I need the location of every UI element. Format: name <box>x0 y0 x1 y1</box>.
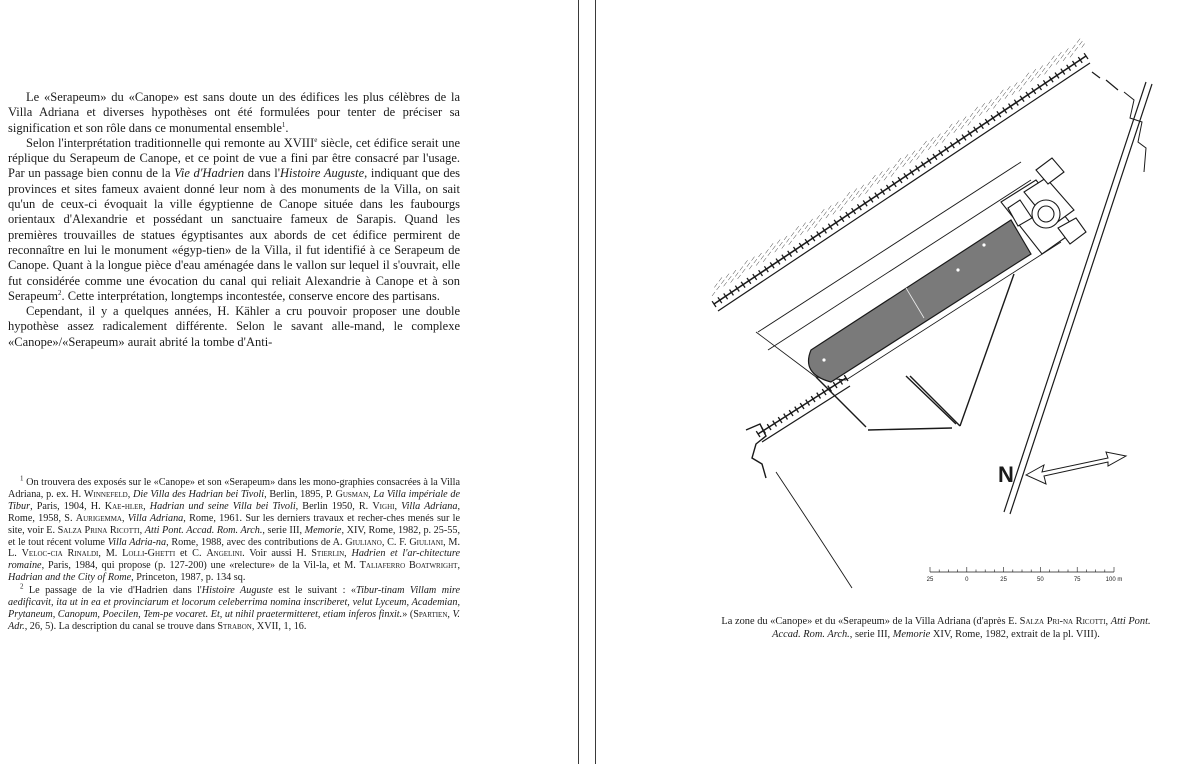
hatch-mark <box>1014 83 1017 87</box>
hatch-mark <box>772 246 775 250</box>
hatch-mark <box>1063 57 1066 61</box>
north-arrow <box>998 452 1126 487</box>
text-run: , C. F. <box>381 536 410 548</box>
book-gutter <box>578 0 596 764</box>
hatch-mark <box>889 170 892 174</box>
hatch-mark <box>1047 62 1050 66</box>
hatch-mark <box>970 113 973 117</box>
hatch-mark <box>805 225 808 229</box>
figure-caption <box>706 616 1166 641</box>
hatch-mark <box>1075 47 1078 51</box>
hatch-mark <box>742 269 745 273</box>
hatch-mark <box>842 198 845 202</box>
hatch-mark <box>919 147 922 151</box>
hatch-mark <box>861 185 864 189</box>
hatch-mark <box>819 218 822 222</box>
hatch-mark <box>879 171 882 175</box>
hatch-mark <box>831 208 834 212</box>
text-run: Le passage de la vie d'Hadrien dans l' <box>23 585 202 597</box>
lower-colonnade-ticks <box>756 375 848 437</box>
hatch-mark <box>900 160 903 164</box>
text-run: , <box>344 548 352 560</box>
hatch-mark <box>863 187 866 191</box>
hatch-mark <box>993 104 996 108</box>
hatch-mark <box>996 96 999 100</box>
text-run: , Princeton, 1987, p. 134 sq. <box>131 572 246 584</box>
hatch-mark <box>782 245 785 249</box>
paragraph-1 <box>8 90 460 136</box>
hatch-mark <box>731 279 734 283</box>
hatch-mark <box>1040 65 1043 69</box>
hatch-mark <box>800 231 803 235</box>
text-run: , Paris, 1904, H. <box>30 500 105 512</box>
access-road <box>1004 72 1152 514</box>
text-run: est le suivant : « <box>272 585 356 597</box>
hatch-mark <box>982 103 985 107</box>
hatch-mark <box>856 191 859 195</box>
text-run: Hadrien et l'ar-chitecture romaine <box>8 548 460 572</box>
hatch-mark <box>840 207 843 211</box>
hatch-mark <box>833 210 836 214</box>
hatch-mark <box>933 140 936 144</box>
hatch-mark <box>858 193 861 197</box>
site-plan <box>606 32 1166 592</box>
hatch-mark <box>940 136 943 140</box>
hatch-mark <box>991 102 994 106</box>
hatch-mark <box>821 209 824 213</box>
note-reference: 1 <box>281 120 286 129</box>
hatch-mark <box>875 178 878 182</box>
hatch-mark <box>1042 68 1045 72</box>
hatch-mark <box>747 263 750 267</box>
text-run: Taliaferro Boatwright <box>359 560 458 572</box>
hatch-mark <box>765 249 768 253</box>
hatch-mark <box>810 219 813 223</box>
hatch-mark <box>956 120 959 124</box>
hatch-mark <box>989 100 992 104</box>
hatch-mark <box>979 112 982 116</box>
hatch-mark <box>963 117 966 121</box>
scale-label: 100 m <box>1105 577 1123 583</box>
hatch-mark <box>724 282 727 286</box>
hatch-mark <box>951 126 954 130</box>
hatch-mark <box>798 229 801 233</box>
hatch-mark <box>1065 48 1068 52</box>
text-run: Histoire Auguste <box>279 166 365 181</box>
text-run: Angelini <box>206 548 243 560</box>
text-run: Strabon <box>217 620 252 632</box>
hatch-mark <box>1049 64 1052 68</box>
right-page <box>596 0 1180 764</box>
hatch-mark <box>984 106 987 110</box>
hatch-mark <box>759 253 762 257</box>
note-reference: 2 <box>20 582 24 591</box>
text-run: , <box>1105 616 1111 627</box>
hatch-mark <box>965 119 968 123</box>
note-reference: 1 <box>20 474 24 483</box>
hatch-mark <box>972 115 975 119</box>
note-reference: 2 <box>57 288 62 297</box>
hatch-mark <box>854 188 857 192</box>
text-run: , 26, 5). La description du canal se trouve dans <box>24 620 218 632</box>
text-run: dans l' <box>244 166 280 181</box>
text-run: Memorie <box>892 628 931 640</box>
scale-label: 75 <box>1073 577 1081 583</box>
hatch-mark <box>835 202 838 206</box>
hatch-mark <box>745 260 748 264</box>
text-run: Salza Prina Ricotti <box>57 524 140 536</box>
hatch-mark <box>733 270 736 274</box>
text-run: Lolli-Ghetti <box>122 548 176 560</box>
hatch-mark <box>958 123 961 127</box>
text-run: Atti Pont. Accad. Rom. Arch. <box>144 524 263 536</box>
text-run: , XVII, 1, 16. <box>251 620 307 632</box>
hatch-mark <box>947 132 950 136</box>
text-run: Stierlin <box>311 548 345 560</box>
hatch-mark <box>1019 87 1022 91</box>
hatch-mark <box>1056 61 1059 65</box>
footnotes <box>8 474 461 634</box>
hatch-mark <box>712 292 715 296</box>
hatch-mark <box>1003 92 1006 96</box>
text-run: , <box>457 560 460 572</box>
text-run: , Berlin 1950, R. <box>295 500 373 512</box>
text-run: . Voir aussi H. <box>242 548 312 560</box>
hatch-mark <box>1077 39 1080 43</box>
hatch-mark <box>928 146 931 150</box>
hatch-mark <box>852 197 855 201</box>
text-run: Le «Serapeum» du «Canope» est sans doute un des édifices les plus célèbres de la Villa Adriana et diverses hypothèses ont été formulées pour tenter de préciser sa signification et son rôle dans ce monumental ensemble <box>8 90 460 135</box>
hatch-mark <box>931 137 934 141</box>
main-text <box>8 90 460 350</box>
hatch-mark <box>803 223 806 227</box>
hatch-mark <box>868 181 871 185</box>
hatch-mark <box>770 243 773 247</box>
scale-label: 25 <box>926 577 934 583</box>
text-run: , serie III, <box>262 524 305 536</box>
hatch-mark <box>779 242 782 246</box>
text-run: Cependant, il y a quelques années, H. Kähler a cru pouvoir proposer une double hypothèse assez radicalement différente. Selon le savant alle-mand, le complexe «Canope»/«Serapeum» aurait abrité la tombe d'Anti- <box>8 304 460 349</box>
hatch-mark <box>768 252 771 256</box>
hatch-mark <box>905 154 908 158</box>
text-run: Villa Adriana <box>401 500 458 512</box>
hatch-mark <box>910 159 913 163</box>
text-run: Gusman <box>335 488 369 500</box>
hatch-mark <box>1070 53 1073 57</box>
text-run: , <box>368 488 374 500</box>
text-run: Hadrian und seine Villa bei Tivoli <box>149 500 296 512</box>
hatch-mark <box>749 265 752 269</box>
hatch-mark <box>907 157 910 161</box>
hatch-mark <box>949 124 952 128</box>
hatch-mark <box>1033 69 1036 73</box>
hatch-mark <box>1005 95 1008 99</box>
scale-label: 25 <box>1000 577 1007 583</box>
hatch-mark <box>1031 78 1034 82</box>
text-run: , Rome, 1961. Sur les derniers travaux et recher-ches menés sur le site, voir E. <box>8 512 460 536</box>
text-run: Villa Adria-na <box>107 536 167 548</box>
text-run: Aurigemma <box>75 512 122 524</box>
hatch-mark <box>717 286 720 290</box>
hatch-mark <box>784 236 787 240</box>
hatch-mark <box>938 134 941 138</box>
hatch-mark <box>945 130 948 134</box>
hatch-mark <box>1061 55 1064 59</box>
hatch-mark <box>807 227 810 231</box>
hatch-mark <box>1072 45 1075 49</box>
column-mark <box>756 431 760 437</box>
hatch-mark <box>1054 58 1057 62</box>
text-run: , M. <box>98 548 123 560</box>
hatch-mark <box>761 255 764 259</box>
hatch-mark <box>789 241 792 245</box>
hatch-mark <box>1051 56 1054 60</box>
hatch-mark <box>752 257 755 261</box>
hatch-mark <box>926 143 929 147</box>
hatch-mark <box>793 235 796 239</box>
hatch-mark <box>1024 81 1027 85</box>
text-run: et C. <box>175 548 207 560</box>
hatch-mark <box>845 201 848 205</box>
hatch-mark <box>882 174 885 178</box>
hatch-mark <box>828 206 831 210</box>
hatch-mark <box>921 150 924 154</box>
hatch-mark <box>998 98 1001 102</box>
hatch-mark <box>740 266 743 270</box>
scale-bar <box>927 567 1123 583</box>
hatch-mark <box>814 224 817 228</box>
paragraph-3 <box>8 304 460 350</box>
text-run: Giuliano <box>345 536 382 548</box>
hatch-mark <box>1035 72 1038 76</box>
scale-label: 50 <box>1037 577 1044 583</box>
hatch-mark <box>1068 51 1071 55</box>
hatch-mark <box>896 167 899 171</box>
text-run: Hadrian and the City of Rome <box>8 572 132 584</box>
hatch-mark <box>912 151 915 155</box>
hatch-mark <box>986 108 989 112</box>
text-run: . <box>285 120 289 135</box>
hatch-mark <box>1028 75 1031 79</box>
text-run: , <box>121 512 128 524</box>
text-run: Tibur-tinam Villam mire aedificavit, ita ut in ea et provinciarum et locorum celeberrima nomina inscriberet, velut Lyceum, Academian, Prytaneum, Canopum, Poecilen, Tem-pe vocaret. Et, ut nihil praetermitteret, etiam inferos finxit. <box>8 585 461 620</box>
hatch-mark <box>1010 89 1013 93</box>
text-run: Kae-hler <box>104 500 144 512</box>
text-run: . Cette interprétation, longtemps incontestée, conserve encore des partisans. <box>61 288 440 303</box>
hatch-mark <box>977 109 980 113</box>
hatch-mark <box>877 180 880 184</box>
hatch-mark <box>838 204 841 208</box>
hatch-mark <box>1017 85 1020 89</box>
hatch-mark <box>886 168 889 172</box>
text-run: , <box>143 500 150 512</box>
scale-label: 0 <box>965 577 969 583</box>
north-label: N <box>998 462 1014 487</box>
text-run: , <box>139 524 145 536</box>
hatch-mark <box>917 156 920 160</box>
hatch-mark <box>898 158 901 162</box>
hatch-mark <box>935 142 938 146</box>
hatch-mark <box>756 262 759 266</box>
text-run: Die Villa des Hadrian bei Tivoli <box>133 488 265 500</box>
hatch-mark <box>763 258 766 262</box>
hatch-mark <box>924 141 927 145</box>
text-run: La zone du «Canope» et du «Serapeum» de la Villa Adriana (d'après E. <box>721 616 1020 627</box>
text-run: , <box>447 608 453 620</box>
hatch-mark <box>1082 44 1085 48</box>
hatch-mark <box>817 215 820 219</box>
text-run: , Rome, 1958, S. <box>8 500 461 524</box>
hatch-mark <box>893 164 896 168</box>
hatch-mark <box>870 184 873 188</box>
hatch-mark <box>1026 73 1029 77</box>
hatch-mark <box>796 226 799 230</box>
hatch-mark <box>735 273 738 277</box>
footnote-1 <box>8 474 461 584</box>
text-run: La Villa impériale de Tibur <box>8 488 461 512</box>
hatch-mark <box>826 214 829 218</box>
footnote-2 <box>8 582 461 633</box>
lower-colonnade <box>746 375 852 588</box>
text-run: Villa Adriana <box>127 512 184 524</box>
hatch-mark <box>968 122 971 126</box>
hatch-mark <box>942 139 945 143</box>
hatch-mark <box>914 153 917 157</box>
text-run: Selon l'interprétation traditionnelle qui remonte au XVIII <box>26 135 315 150</box>
hatch-mark <box>721 280 724 284</box>
hatch-mark <box>891 173 894 177</box>
hatch-mark <box>1079 41 1082 45</box>
text-run: Atti Pont. Accad. Rom. Arch. <box>772 616 1151 640</box>
hatch-mark <box>728 276 731 280</box>
text-run: , Rome, 1988, avec des contributions de A. <box>166 536 346 548</box>
canal-pool <box>809 220 1032 382</box>
hatch-mark <box>1000 90 1003 94</box>
hatch-mark <box>791 232 794 236</box>
text-run: , M. L. <box>8 536 460 560</box>
hatch-mark <box>865 190 868 194</box>
terrain-hatching <box>712 39 1085 296</box>
hatch-mark <box>884 176 887 180</box>
text-run: , Paris, 1984, qui propose (p. 127-200) une «relecture» de la Vil-la, et M. <box>41 560 360 572</box>
hatch-mark <box>1038 74 1041 78</box>
text-run: XIV, Rome, 1982, extrait de la pl. VIII). <box>930 628 1100 640</box>
text-run: On trouvera des exposés sur le «Canope» et son «Serapeum» dans les mono-graphies consacrées à la Villa Adriana, p. ex. H. <box>8 477 460 500</box>
text-run: V. Adr. <box>8 608 460 632</box>
text-run: , serie III, <box>849 628 893 640</box>
text-run: Vighi <box>372 500 395 512</box>
text-run: Winnefeld <box>83 488 128 500</box>
text-run: Histoire Auguste <box>201 585 273 597</box>
hatch-mark <box>1012 91 1015 95</box>
hatch-mark <box>812 221 815 225</box>
text-run: Giuliani <box>409 536 444 548</box>
hatch-mark <box>1058 52 1061 56</box>
hatch-mark <box>1044 70 1047 74</box>
hatch-mark <box>961 125 964 129</box>
text-run: Vie d'Hadrien <box>174 166 245 181</box>
hatch-mark <box>824 212 827 216</box>
hatch-mark <box>872 175 875 179</box>
hatch-mark <box>719 277 722 281</box>
scale-labels <box>927 577 1123 583</box>
left-page <box>0 0 578 764</box>
colonnade-ticks <box>712 53 1088 307</box>
text-run: , <box>394 500 402 512</box>
hatch-mark <box>903 163 906 167</box>
text-run: siècle, cet édifice serait une réplique du Serapeum de Canope, et ce point de vue a fini par être consacré par l'usage. Par un passage bien connu de la <box>8 135 460 181</box>
text-run: , XIV, Rome, 1982, p. 25-55, et le tout récent volume <box>8 524 461 548</box>
hatch-mark <box>849 195 852 199</box>
text-run: Veloc-cia Rinaldi <box>21 548 99 560</box>
hatch-mark <box>754 259 757 263</box>
scale-ticks <box>930 567 1114 572</box>
hatch-mark <box>786 238 789 242</box>
hatch-mark <box>714 283 717 287</box>
text-run: , Berlin, 1895, P. <box>264 488 336 500</box>
text-run: , indiquant que des provinces et sites fameux avaient donné leur nom à des monuments de la Villa, on sait qu'un de ceux-ci évoquait la ville égyptienne de Canope située dans les faubourgs orientaux d'Alexandrie et possédant un sanctuaire fameux de Sarapis. Quand les premières trouvailles de statues égyptisantes aux abords de cet édifice permirent de reconnaître en lui le monument «égyp-tien» de la Villa, il fut identifié à ce Serapeum de Canope. Quant à la longue pièce d'eau aménagée dans le vallon sur lequel il s'ouvrait, elle fut considérée comme une évocation du canal qui reliait Alexandrie à Canope et à son Serapeum <box>8 166 460 303</box>
hatch-mark <box>954 129 957 133</box>
hatch-mark <box>847 192 850 196</box>
note-reference: e <box>314 135 318 144</box>
hatch-mark <box>775 248 778 252</box>
hatch-mark <box>738 275 741 279</box>
column-mark <box>712 301 716 307</box>
text-run: Salza Pri-na Ricotti <box>1019 616 1106 627</box>
text-run: , <box>127 488 134 500</box>
hatch-mark <box>975 107 978 111</box>
text-run: Spartien <box>413 608 448 620</box>
text-run: Memorie <box>304 524 342 536</box>
hatch-mark <box>777 240 780 244</box>
hatch-mark <box>1021 79 1024 83</box>
text-run: » ( <box>402 608 414 620</box>
hatch-mark <box>1007 86 1010 90</box>
hatch-mark <box>726 274 729 278</box>
paragraph-2 <box>8 136 460 304</box>
